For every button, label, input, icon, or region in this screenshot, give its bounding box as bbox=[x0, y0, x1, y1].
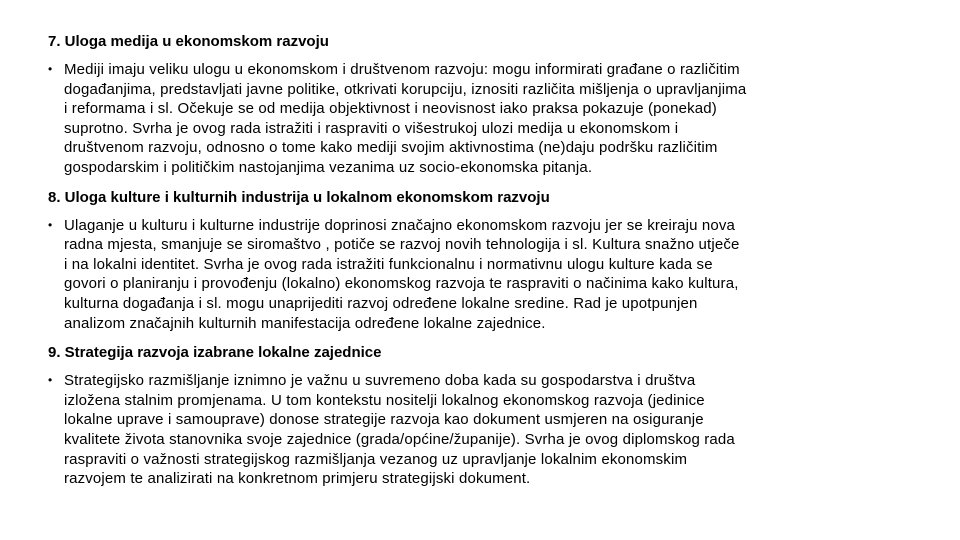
section-heading: 9. Strategija razvoja izabrane lokalne zajednice bbox=[48, 344, 382, 362]
text-line: radna mjesta, smanjuje se siromaštvo , potiče se razvoj novih tehnologija i sl. Kultura snažno utječe bbox=[64, 236, 740, 254]
slide-content bbox=[48, 32, 928, 499]
bullet-paragraph bbox=[48, 60, 928, 178]
text-line: kvalitete života stanovnika svoje zajednice (grada/općine/županije). Svrha je ovog diplomskog rada bbox=[64, 430, 735, 448]
bullet-paragraph bbox=[48, 216, 928, 334]
text-line: i na lokalni identitet. Svrha je ovog rada istražiti funkcionalnu i normativnu ulogu kulture kada se bbox=[64, 255, 713, 273]
text-line: razvojem te analizirati na konkretnom primjeru strategijski dokument. bbox=[64, 470, 531, 488]
bullet-icon: • bbox=[48, 217, 53, 232]
text-line: Mediji imaju veliku ulogu u ekonomskom i društvenom razvoju: mogu informirati građane o različitim bbox=[64, 61, 740, 78]
text-line: i reformama i sl. Očekuje se od medija objektivnost i neovisnost iako praksa pokazuje (ponekad) bbox=[64, 100, 717, 118]
section-9 bbox=[48, 343, 928, 489]
section-heading: 7. Uloga medija u ekonomskom razvoju bbox=[48, 33, 329, 50]
text-line: izložena stalnim promjenama. U tom kontekstu nositelji lokalnog ekonomskog razvoja (jedinice bbox=[64, 391, 705, 409]
section-8 bbox=[48, 188, 928, 334]
text-line: kulturna događanja i sl. mogu unaprijediti razvoj određene lokalne sredine. Rad je upotpunjen bbox=[64, 294, 698, 312]
text-line: društvenom razvoju, odnosno o tome kako mediji svojim aktivnostima (ne)daju podršku različitim bbox=[64, 139, 718, 157]
text-line: suprotno. Svrha je ovog rada istražiti i raspraviti o višestrukoj ulozi medija u ekonomskom i bbox=[64, 119, 679, 137]
text-line: govori o planiranju i provođenju (lokalno) ekonomskog razvoja te raspraviti o načinima kako kultura, bbox=[64, 275, 739, 293]
text-line: događanjima, predstavljati javne politike, otkrivati korupciju, iznositi različita mišljenja o upravljanjima bbox=[64, 80, 747, 98]
text-line: gospodarskim i političkim nastojanjima vezanima uz socio-ekonomska pitanja. bbox=[64, 158, 593, 176]
section-7 bbox=[48, 32, 928, 178]
text-line: Ulaganje u kulturu i kulturne industrije doprinosi značajno ekonomskom razvoju jer se kreiraju nova bbox=[64, 216, 736, 234]
bullet-icon: • bbox=[48, 373, 53, 388]
text-line: Strategijsko razmišljanje iznimno je važnu u suvremeno doba kada su gospodarstva i društva bbox=[64, 372, 696, 390]
text-line: lokalne uprave i samouprave) donose strategije razvoja kao dokument usmjeren na osiguranje bbox=[64, 411, 704, 429]
text-line: raspraviti o važnosti strategijskog razmišljanja vezanog uz upravljanje lokalnim ekonomskim bbox=[64, 450, 688, 468]
section-heading: 8. Uloga kulture i kulturnih industrija u lokalnom ekonomskom razvoju bbox=[48, 188, 550, 206]
bullet-icon: • bbox=[48, 62, 53, 76]
bullet-paragraph bbox=[48, 371, 928, 489]
text-line: analizom značajnih kulturnih manifestacija određene lokalne zajednice. bbox=[64, 314, 546, 332]
